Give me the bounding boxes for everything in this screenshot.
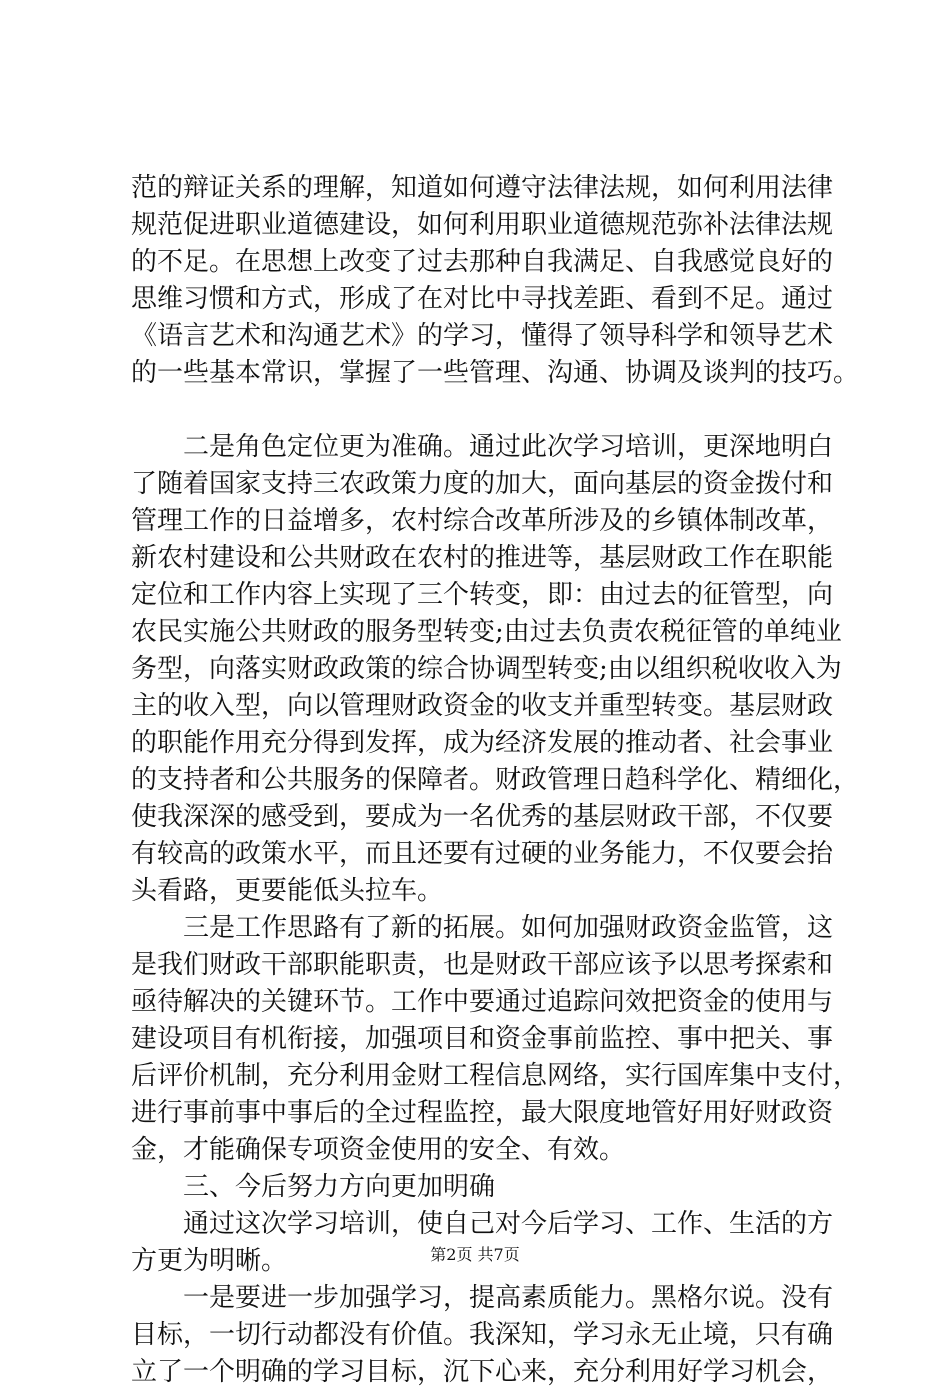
- text-line: 的一些基本常识，掌握了一些管理、沟通、协调及谈判的技巧。: [131, 358, 860, 388]
- text-line: 思维习惯和方式，形成了在对比中寻找差距、看到不足。通过: [131, 284, 834, 314]
- body-text: [131, 170, 860, 1391]
- text-line: 后评价机制，充分利用金财工程信息网络，实行国库集中支付，: [131, 1061, 860, 1091]
- text-line: 管理工作的日益增多，农村综合改革所涉及的乡镇体制改革，: [131, 506, 834, 536]
- text-line: 目标，一切行动都没有价值。我深知，学习永无止境，只有确: [131, 1320, 834, 1350]
- text-line: 通过这次学习培训，使自己对今后学习、工作、生活的方: [183, 1209, 834, 1239]
- text-line: 有较高的政策水平，而且还要有过硬的业务能力，不仅要会抬: [131, 839, 834, 869]
- text-line: 方更为明晰。: [131, 1246, 288, 1276]
- text-line: 三是工作思路有了新的拓展。如何加强财政资金监管，这: [183, 913, 834, 943]
- paragraph-gap: [131, 392, 831, 429]
- text-line: 主的收入型，向以管理财政资金的收支并重型转变。基层财政: [131, 691, 834, 721]
- text-line: 范的辩证关系的理解，知道如何遵守法律法规，如何利用法律: [131, 173, 834, 203]
- text-line: 是我们财政干部职能职责，也是财政干部应该予以思考探索和: [131, 950, 834, 980]
- text-line: 二是角色定位更为准确。通过此次学习培训，更深地明白: [183, 432, 834, 462]
- text-line: 头看路，更要能低头拉车。: [131, 876, 444, 906]
- page-footer: 第2页 共7页: [430, 1245, 520, 1264]
- text-line: 新农村建设和公共财政在农村的推进等，基层财政工作在职能: [131, 543, 834, 573]
- text-line: 定位和工作内容上实现了三个转变，即：由过去的征管型，向: [131, 580, 834, 610]
- text-line: 规范促进职业道德建设，如何利用职业道德规范弥补法律法规: [131, 210, 834, 240]
- text-line: 的支持者和公共服务的保障者。财政管理日趋科学化、精细化，: [131, 765, 860, 795]
- text-line: 一是要进一步加强学习，提高素质能力。黑格尔说。没有: [183, 1283, 834, 1313]
- text-line: 的职能作用充分得到发挥，成为经济发展的推动者、社会事业: [131, 728, 834, 758]
- text-line: 金，才能确保专项资金使用的安全、有效。: [131, 1135, 626, 1165]
- section-heading: 三、今后努力方向更加明确: [183, 1172, 496, 1202]
- text-line: 了随着国家支持三农政策力度的加大，面向基层的资金拨付和: [131, 469, 834, 499]
- text-line: 进行事前事中事后的全过程监控，最大限度地管好用好财政资: [131, 1098, 834, 1128]
- text-line: 《语言艺术和沟通艺术》的学习，懂得了领导科学和领导艺术: [131, 321, 834, 351]
- text-line: 农民实施公共财政的服务型转变;由过去负责农税征管的单纯业: [131, 617, 842, 647]
- text-line: 亟待解决的关键环节。工作中要通过追踪问效把资金的使用与: [131, 987, 834, 1017]
- text-line: 建设项目有机衔接，加强项目和资金事前监控、事中把关、事: [131, 1024, 834, 1054]
- text-line: 的不足。在思想上改变了过去那种自我满足、自我感觉良好的: [131, 247, 834, 277]
- text-line: 务型，向落实财政政策的综合协调型转变;由以组织税收收入为: [131, 654, 842, 684]
- text-line: 使我深深的感受到，要成为一名优秀的基层财政干部，不仅要: [131, 802, 834, 832]
- text-line: 立了一个明确的学习目标，沉下心来，充分利用好学习机会，: [131, 1357, 834, 1387]
